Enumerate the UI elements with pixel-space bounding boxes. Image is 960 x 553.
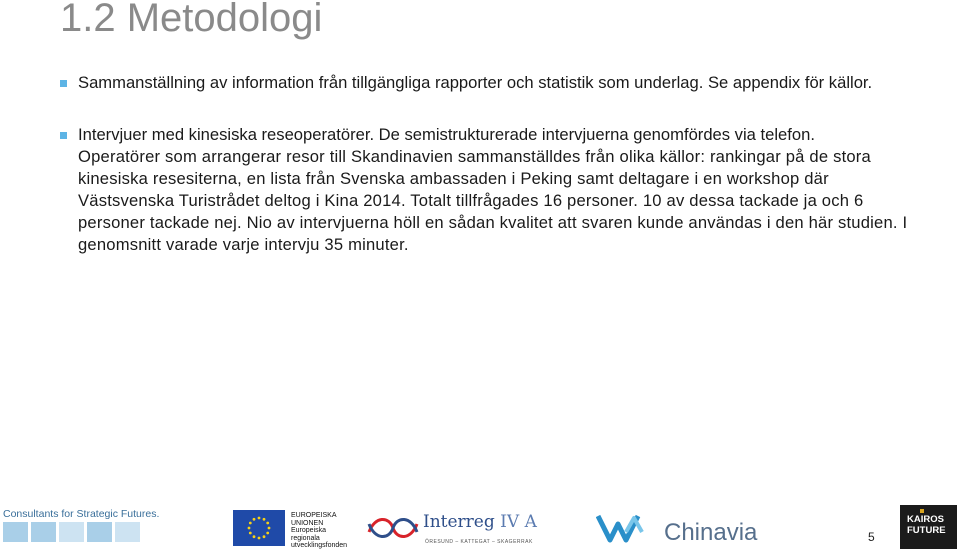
kairos-future-logo	[900, 505, 957, 549]
chinavia-name: Chinavia	[664, 519, 758, 546]
chinavia-wave-icon	[596, 508, 662, 548]
interreg-name: Interreg IV A	[423, 512, 537, 532]
eu-text	[291, 512, 347, 550]
logo-block	[31, 522, 56, 542]
kairos-dot-icon	[920, 509, 924, 513]
footer	[0, 500, 960, 551]
bullet-text: Sammanställning av information från tillgängliga rapporter och statistik som underlag. Se appendix för källor.	[78, 73, 873, 92]
logo-block	[115, 522, 140, 542]
interreg-subtitle: ÖRESUND – KATTEGAT – SKAGERRAK	[425, 539, 533, 545]
interreg-logo	[365, 508, 535, 548]
page-number: 5	[868, 530, 875, 544]
eu-line: utvecklingsfonden	[291, 542, 348, 549]
eu-flag-icon	[233, 510, 285, 546]
list-item	[60, 72, 920, 94]
bullet-list	[60, 72, 920, 256]
eu-line: Europeiska	[291, 527, 327, 534]
kairos-line: FUTURE	[907, 525, 946, 536]
eu-line: regionala	[291, 534, 320, 542]
logo-block	[87, 522, 112, 542]
chinavia-logo	[596, 508, 766, 548]
cfsf-tagline: Consultants for Strategic Futures.	[3, 508, 160, 520]
logo-block	[59, 522, 84, 542]
eu-line: EUROPEISKA	[291, 512, 337, 519]
page-title: 1.2 Metodologi	[60, 0, 323, 40]
kairos-line: KAIROS	[907, 514, 944, 525]
cfsf-logo-blocks	[3, 522, 140, 542]
logo-block	[3, 522, 28, 542]
interreg-emblem-icon	[365, 508, 421, 548]
list-item	[60, 124, 920, 256]
square-bullet-icon	[60, 80, 67, 87]
bullet-body-text: Operatörer som arrangerar resor till Skandinavien sammanställdes från olika källor: rankingar på de stora kinesiska resesiterna, en lista från Svenska ambassaden i Peking samt deltagare i en workshop där Västsvenska Turistrådet deltog i Kina 2014. Totalt tillfrågades 16 personer. 10 av dessa tackade ja och 6 personer tackade nej. Nio av intervjuerna höll en sådan kvalitet att svaren kunde användas i den här studien. I genomsnitt varade varje intervju 35 minuter.	[78, 147, 908, 254]
eu-line: UNIONEN	[291, 519, 324, 527]
bullet-text: Intervjuer med kinesiska reseoperatörer. De semistrukturerade intervjuerna genomfördes via telefon.	[78, 125, 815, 144]
square-bullet-icon	[60, 132, 67, 139]
